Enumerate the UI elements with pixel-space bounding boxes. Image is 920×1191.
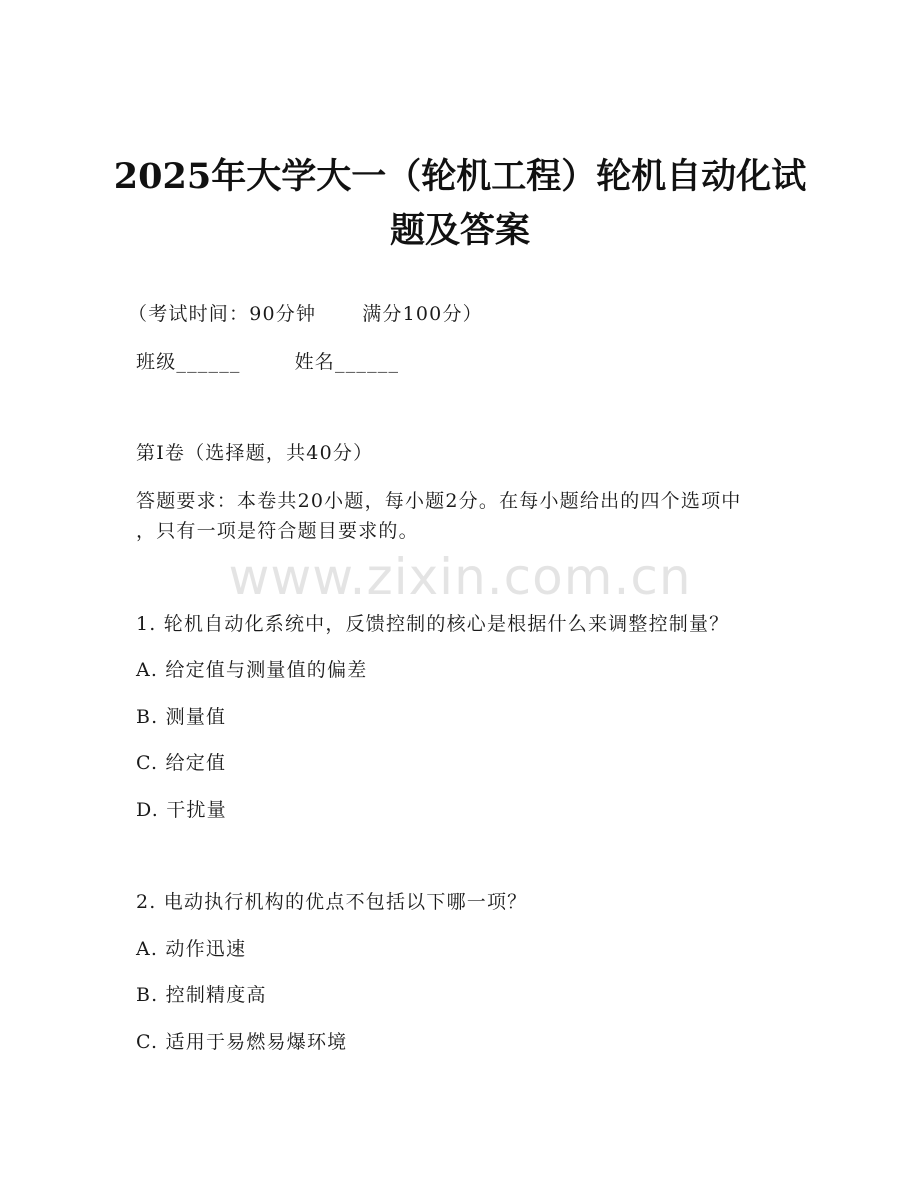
question-2-option-a: A. 动作迅速 xyxy=(136,938,247,960)
question-1-option-d: D. 干扰量 xyxy=(136,799,227,821)
instructions-line-1: 答题要求：本卷共20小题，每小题2分。在每小题给出的四个选项中 xyxy=(136,490,742,512)
question-2-option-c: C. 适用于易燃易爆环境 xyxy=(136,1031,348,1053)
question-2-stem: 2. 电动执行机构的优点不包括以下哪一项？ xyxy=(136,891,528,913)
section-heading: 第I卷（选择题，共40分） xyxy=(136,442,374,464)
exam-info xyxy=(128,302,483,326)
name-field: 姓名______ xyxy=(294,351,400,373)
document-title xyxy=(60,150,860,258)
watermark: www.zixin.com.cn xyxy=(228,548,692,606)
class-field: 班级______ xyxy=(136,351,241,373)
question-1-option-c: C. 给定值 xyxy=(136,752,227,774)
question-1-option-a: A. 给定值与测量值的偏差 xyxy=(136,659,368,681)
question-1-option-b: B. 测量值 xyxy=(136,706,227,728)
full-score: 满分100分） xyxy=(362,303,483,325)
question-2-option-b: B. 控制精度高 xyxy=(136,984,267,1006)
student-info xyxy=(136,350,399,374)
instructions-line-2: ，只有一项是符合题目要求的。 xyxy=(136,520,419,542)
title-line-2: 题及答案 xyxy=(389,210,530,251)
exam-time: （考试时间：90分钟 xyxy=(128,303,317,325)
question-1-stem: 1. 轮机自动化系统中，反馈控制的核心是根据什么来调整控制量？ xyxy=(136,613,730,635)
title-line-1: 2025年大学大一（轮机工程）轮机自动化试 xyxy=(113,156,807,197)
